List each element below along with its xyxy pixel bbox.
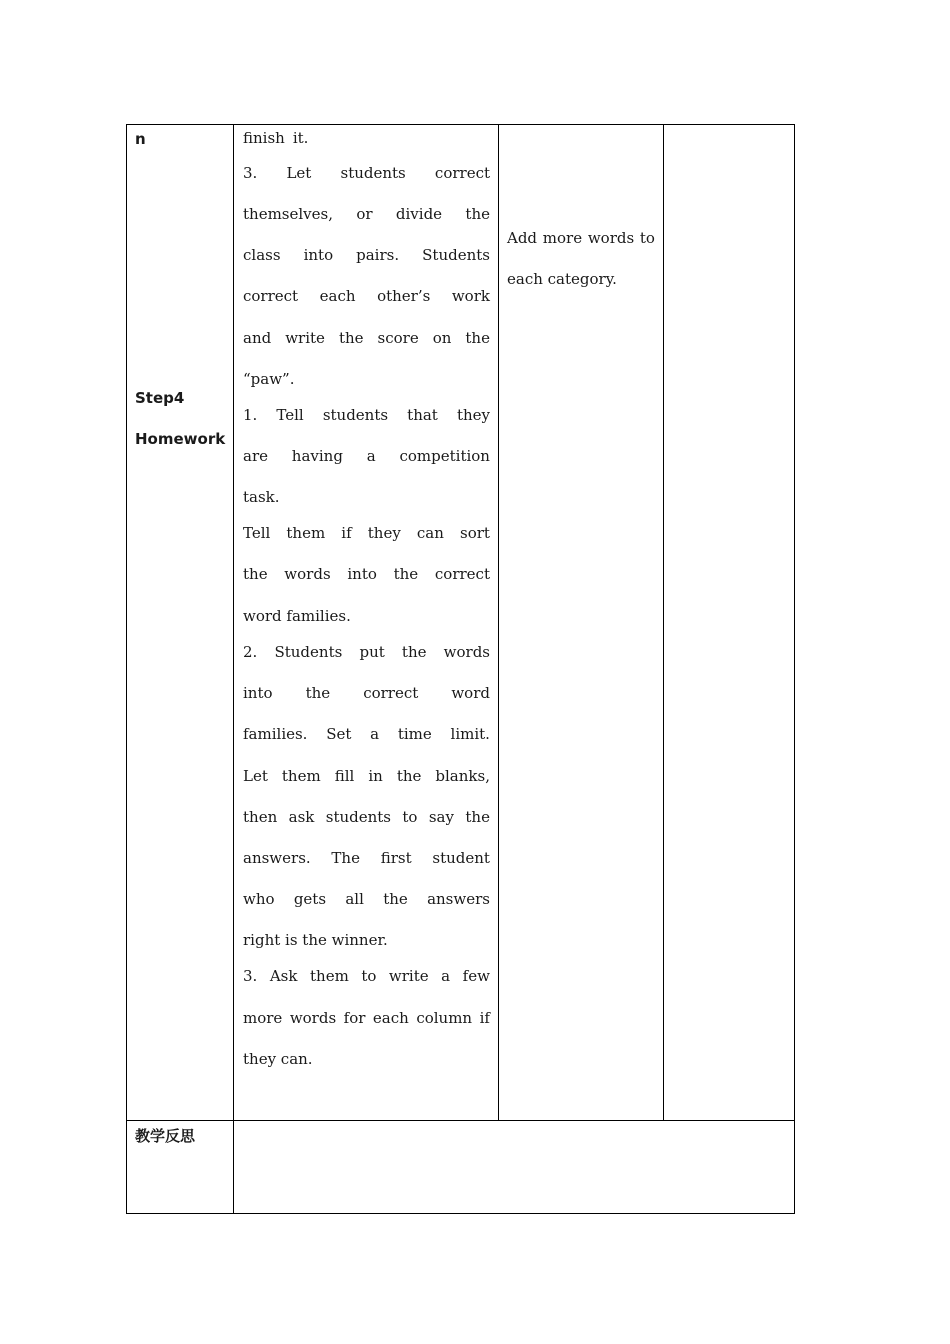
procedure-word: divide: [395, 205, 443, 223]
procedure-line: [243, 890, 490, 908]
procedure-word: 3.: [243, 164, 258, 182]
row-divider: [126, 1120, 795, 1121]
procedure-word: them: [281, 767, 321, 785]
procedure-word: correct: [363, 684, 419, 702]
procedure-line: [243, 1009, 490, 1027]
procedure-word: correct: [434, 565, 490, 583]
procedure-word: Students: [422, 246, 490, 264]
procedure-word: blanks,: [435, 767, 490, 785]
procedure-word: words: [284, 565, 331, 583]
procedure-word: Let: [286, 164, 312, 182]
procedure-word: into: [347, 565, 377, 583]
procedure-word: that: [407, 406, 438, 424]
procedure-line: [243, 164, 490, 182]
reflection-label: 教学反思: [135, 1127, 196, 1145]
procedure-word: answers: [427, 890, 490, 908]
procedure-word: them: [310, 967, 349, 985]
activity-word: more: [542, 229, 583, 247]
procedure-word: words: [289, 1009, 337, 1027]
procedure-word: answers.: [243, 849, 311, 867]
procedure-line: [243, 524, 490, 542]
procedure-word: a: [370, 725, 380, 743]
procedure-word: they: [367, 524, 401, 542]
procedure-word: write: [388, 967, 429, 985]
procedure-word: score: [377, 329, 419, 347]
activity-word: Add: [507, 229, 538, 247]
procedure-line: [243, 931, 388, 949]
procedure-word: they can.: [243, 1050, 313, 1068]
procedure-word: into: [243, 684, 273, 702]
activity-word: to: [639, 229, 655, 247]
procedure-word: more: [243, 1009, 283, 1027]
procedure-word: The: [331, 849, 360, 867]
procedure-word: on: [432, 329, 452, 347]
procedure-line: [243, 849, 490, 867]
procedure-word: the: [465, 808, 490, 826]
procedure-word: finish: [243, 129, 285, 147]
procedure-word: Tell: [276, 406, 304, 424]
column-divider-2: [498, 124, 499, 1121]
procedure-word: in: [368, 767, 383, 785]
procedure-word: each: [319, 287, 356, 305]
procedure-word: each: [372, 1009, 409, 1027]
procedure-word: 1.: [243, 406, 258, 424]
procedure-word: students: [325, 808, 392, 826]
procedure-word: words: [443, 643, 490, 661]
procedure-word: the: [393, 565, 419, 583]
procedure-word: all: [345, 890, 364, 908]
procedure-word: pairs.: [356, 246, 400, 264]
procedure-word: if: [479, 1009, 490, 1027]
procedure-word: the: [465, 329, 490, 347]
procedure-word: column: [416, 1009, 473, 1027]
procedure-word: “paw”.: [243, 370, 295, 388]
procedure-word: competition: [399, 447, 490, 465]
procedure-word: say: [428, 808, 454, 826]
procedure-word: the: [305, 684, 331, 702]
procedure-word: the: [243, 565, 268, 583]
procedure-word: first: [380, 849, 412, 867]
procedure-word: limit.: [450, 725, 490, 743]
step-name: Homework: [135, 430, 226, 448]
procedure-word: a: [366, 447, 376, 465]
procedure-word: work: [451, 287, 490, 305]
procedure-word: it.: [292, 129, 309, 147]
procedure-word: 2.: [243, 643, 258, 661]
column-divider-1: [233, 124, 234, 1214]
procedure-word: can: [416, 524, 444, 542]
procedure-word: few: [462, 967, 490, 985]
procedure-line: [243, 329, 490, 347]
procedure-word: who: [243, 890, 275, 908]
activity-word: words: [587, 229, 635, 247]
procedure-line: [243, 447, 490, 465]
procedure-word: if: [341, 524, 352, 542]
table-border-bottom: [126, 1213, 795, 1214]
activity-word: each category.: [507, 270, 617, 288]
procedure-word: are: [243, 447, 268, 465]
procedure-word: themselves,: [243, 205, 333, 223]
activity-line: [507, 270, 617, 288]
activity-line: [507, 229, 655, 247]
procedure-word: and: [243, 329, 272, 347]
procedure-word: 3.: [243, 967, 258, 985]
procedure-line: [243, 607, 351, 625]
procedure-line: [243, 565, 490, 583]
procedure-word: students: [340, 164, 406, 182]
procedure-line: [243, 767, 490, 785]
procedure-word: students: [322, 406, 389, 424]
procedure-word: the: [401, 643, 427, 661]
procedure-word: gets: [293, 890, 327, 908]
procedure-word: correct: [243, 287, 299, 305]
procedure-line: [243, 643, 490, 661]
column-divider-3: [663, 124, 664, 1121]
procedure-word: word: [451, 684, 490, 702]
procedure-word: time: [397, 725, 432, 743]
table-border-top: [126, 124, 795, 125]
procedure-word: word families.: [243, 607, 351, 625]
procedure-word: write: [285, 329, 325, 347]
procedure-word: correct: [434, 164, 490, 182]
table-border-right: [794, 124, 795, 1214]
procedure-line: [243, 129, 308, 147]
procedure-word: Students: [274, 643, 343, 661]
procedure-word: or: [356, 205, 373, 223]
procedure-word: then: [243, 808, 278, 826]
procedure-word: put: [359, 643, 385, 661]
procedure-word: Let: [243, 767, 268, 785]
step-title: Step4: [135, 389, 185, 407]
procedure-word: the: [465, 205, 490, 223]
procedure-word: sort: [460, 524, 490, 542]
procedure-line: [243, 684, 490, 702]
procedure-word: families.: [243, 725, 308, 743]
procedure-word: into: [303, 246, 334, 264]
procedure-word: the: [396, 767, 422, 785]
procedure-word: task.: [243, 488, 280, 506]
procedure-word: student: [432, 849, 490, 867]
procedure-line: [243, 246, 490, 264]
procedure-line: [243, 287, 490, 305]
procedure-line: [243, 808, 490, 826]
procedure-line: [243, 488, 280, 506]
lesson-plan-table: [126, 124, 795, 1214]
procedure-word: fill: [334, 767, 355, 785]
procedure-word: to: [402, 808, 418, 826]
procedure-line: [243, 725, 490, 743]
procedure-word: to: [361, 967, 377, 985]
procedure-word: having: [291, 447, 343, 465]
procedure-word: they: [456, 406, 490, 424]
step-fragment: n: [135, 130, 146, 148]
procedure-word: ask: [288, 808, 315, 826]
table-border-left: [126, 124, 127, 1214]
procedure-word: class: [243, 246, 281, 264]
procedure-line: [243, 967, 490, 985]
procedure-word: Set: [326, 725, 352, 743]
procedure-word: for: [343, 1009, 366, 1027]
procedure-word: other’s: [377, 287, 431, 305]
procedure-word: Tell: [243, 524, 271, 542]
procedure-word: Ask: [269, 967, 298, 985]
procedure-word: right is the winner.: [243, 931, 388, 949]
procedure-word: the: [338, 329, 364, 347]
procedure-line: [243, 370, 295, 388]
procedure-word: them: [286, 524, 326, 542]
procedure-word: a: [441, 967, 451, 985]
procedure-line: [243, 1050, 313, 1068]
procedure-line: [243, 205, 490, 223]
procedure-line: [243, 406, 490, 424]
procedure-word: the: [383, 890, 408, 908]
